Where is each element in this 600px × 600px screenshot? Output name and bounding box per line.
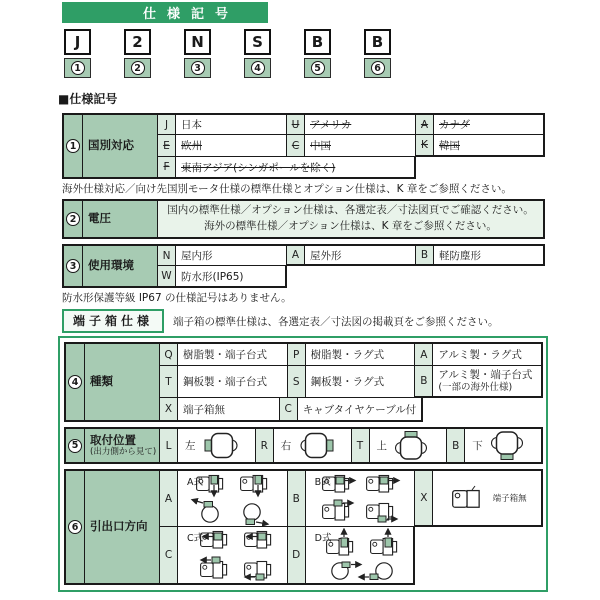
- option-cell: 上: [370, 427, 448, 464]
- code-cell: W: [158, 266, 176, 288]
- option-cell: 鋼板製・端子台式: [178, 366, 288, 398]
- row-number-cell: [62, 113, 83, 179]
- row-number-cell: [64, 427, 85, 464]
- position-badge-4: [244, 58, 271, 78]
- circled-number-icon: 2: [131, 61, 145, 75]
- code-cell: N: [158, 244, 176, 266]
- empty-area: [415, 527, 543, 585]
- code-cell: U: [287, 113, 305, 135]
- code-cell: T: [352, 427, 370, 464]
- code-cell: C: [280, 398, 298, 422]
- code-cell: T: [160, 366, 178, 398]
- spec-table-voltage: [62, 199, 545, 239]
- position-badge-3: [184, 58, 211, 78]
- circled-number-icon: 5: [311, 61, 325, 75]
- motor-position-icon-top: [395, 431, 427, 460]
- position-badge-1: [64, 58, 91, 78]
- code-cell: A: [416, 113, 434, 135]
- option-cell: 欧州: [176, 135, 287, 157]
- terminal-box-header: [62, 309, 600, 333]
- code-cell: R: [256, 427, 274, 464]
- outlet-diagram-none: 端子箱無: [433, 469, 543, 527]
- option-cell: キャブタイヤケーブル付: [298, 398, 424, 422]
- circled-number-icon: 3: [66, 259, 80, 273]
- option-cell: 中国: [305, 135, 416, 157]
- position-badge-6: [364, 58, 391, 78]
- circled-number-icon: 6: [68, 520, 82, 534]
- row-label-mounting: 取付位置 (出力側から見て): [85, 427, 160, 464]
- option-cell: 防水形(IP65): [176, 266, 287, 288]
- code-cell: J: [158, 113, 176, 135]
- terminal-box-section: [58, 336, 548, 592]
- circled-number-icon: 5: [68, 439, 82, 453]
- code-cell: C: [287, 135, 305, 157]
- code-cell: B: [416, 244, 434, 266]
- option-cell: 端子箱無: [178, 398, 280, 422]
- outlet-diagram-d: D式: [306, 527, 416, 585]
- circled-number-icon: 1: [71, 61, 85, 75]
- voltage-line-1: 国内の標準仕様／オプション仕様は、各選定表／寸法図頁でご確認ください。: [167, 204, 534, 217]
- code-cell: B: [415, 366, 433, 398]
- option-cell: 左: [178, 427, 256, 464]
- option-cell: アメリカ: [305, 113, 416, 135]
- code-cell: C: [160, 527, 178, 585]
- spec-table-environment: [62, 244, 545, 288]
- option-cell: 樹脂製・端子台式: [178, 342, 288, 366]
- row-number-cell: [62, 244, 83, 288]
- outlet-diagram-b: B式: [306, 469, 416, 527]
- row-label-voltage: 電圧: [83, 199, 158, 239]
- option-cell: 日本: [176, 113, 287, 135]
- row-number-cell: [64, 469, 85, 585]
- row-label-type: 種類: [85, 342, 160, 422]
- motor-position-icon-bottom: [491, 431, 523, 460]
- circled-number-icon: 6: [371, 61, 385, 75]
- option-cell: 下: [465, 427, 543, 464]
- code-cell: X: [160, 398, 178, 422]
- row-number-cell: [64, 342, 85, 422]
- row-label-country: 国別対応: [83, 113, 158, 179]
- option-cell: 鋼板製・ラグ式: [306, 366, 416, 398]
- code-cell: K: [416, 135, 434, 157]
- option-cell: 樹脂製・ラグ式: [306, 342, 416, 366]
- position-badge-5: [304, 58, 331, 78]
- voltage-line-2: 海外の標準仕様／オプション仕様は、K 章をご参照ください。: [204, 220, 497, 232]
- code-cell: X: [415, 469, 433, 527]
- empty-area: [423, 398, 543, 422]
- terminal-box-title: 端子箱仕様: [62, 309, 164, 333]
- code-letter-box-3: N: [184, 29, 211, 55]
- spec-table-mounting-position: [64, 427, 543, 464]
- spec-code-letters: [64, 29, 600, 55]
- code-cell: D: [288, 527, 306, 585]
- option-cell: 屋内形: [176, 244, 287, 266]
- terminal-box-note: 端子箱の標準仕様は、各選定表／寸法図の掲載頁をご参照ください。: [173, 315, 499, 328]
- code-cell: A: [160, 469, 178, 527]
- code-letter-box-2: 2: [124, 29, 151, 55]
- circled-number-icon: 4: [68, 375, 82, 389]
- spec-table-outlet-direction: [64, 469, 543, 585]
- code-cell: B: [447, 427, 465, 464]
- option-cell: カナダ: [434, 113, 545, 135]
- empty-area: [416, 157, 545, 179]
- note-country: 海外仕様対応／向け先国別モータ仕様の標準仕様とオプション仕様は、K 章をご参照ください。: [62, 183, 512, 195]
- circled-number-icon: 4: [251, 61, 265, 75]
- position-badge-2: [124, 58, 151, 78]
- circled-number-icon: 2: [66, 212, 80, 226]
- voltage-description-cell: [158, 199, 545, 239]
- row-label-outlet: 引出口方向: [85, 469, 160, 585]
- code-cell: E: [158, 135, 176, 157]
- code-letter-box-5: B: [304, 29, 331, 55]
- code-cell: B: [288, 469, 306, 527]
- option-cell: アルミ製・ラグ式: [433, 342, 543, 366]
- option-cell: 東南アジア(シンガポールを除く): [176, 157, 416, 179]
- spec-code-positions: [64, 58, 600, 78]
- motor-side-view-icon: [448, 484, 486, 512]
- spec-table-type: [64, 342, 543, 422]
- spec-table-country: [62, 113, 545, 179]
- code-cell: A: [415, 342, 433, 366]
- code-cell: A: [287, 244, 305, 266]
- option-cell: 韓国: [434, 135, 545, 157]
- motor-position-icon-right: [299, 432, 334, 459]
- note-waterproof: 防水形保護等級 IP67 の仕様記号はありません。: [62, 292, 292, 304]
- code-cell: F: [158, 157, 176, 179]
- option-cell: 軽防塵形: [434, 244, 545, 266]
- code-cell: P: [288, 342, 306, 366]
- section-heading: ■仕様記号: [58, 92, 118, 106]
- motor-position-icon-left: [204, 432, 239, 459]
- code-letter-box-4: S: [244, 29, 271, 55]
- row-label-environment: 使用環境: [83, 244, 158, 288]
- option-cell: アルミ製・端子台式 (一部の海外仕様): [433, 366, 543, 398]
- code-letter-box-1: J: [64, 29, 91, 55]
- code-letter-box-6: B: [364, 29, 391, 55]
- option-cell: 右: [274, 427, 352, 464]
- option-cell: 屋外形: [305, 244, 416, 266]
- row-number-cell: [62, 199, 83, 239]
- code-cell: S: [288, 366, 306, 398]
- empty-area: [287, 266, 545, 288]
- circled-number-icon: 3: [191, 61, 205, 75]
- code-cell: Q: [160, 342, 178, 366]
- spec-code-banner: 仕様記号: [62, 2, 268, 23]
- outlet-diagram-a: A式: [178, 469, 288, 527]
- circled-number-icon: 1: [66, 139, 80, 153]
- code-cell: L: [160, 427, 178, 464]
- outlet-diagram-c: C式: [178, 527, 288, 585]
